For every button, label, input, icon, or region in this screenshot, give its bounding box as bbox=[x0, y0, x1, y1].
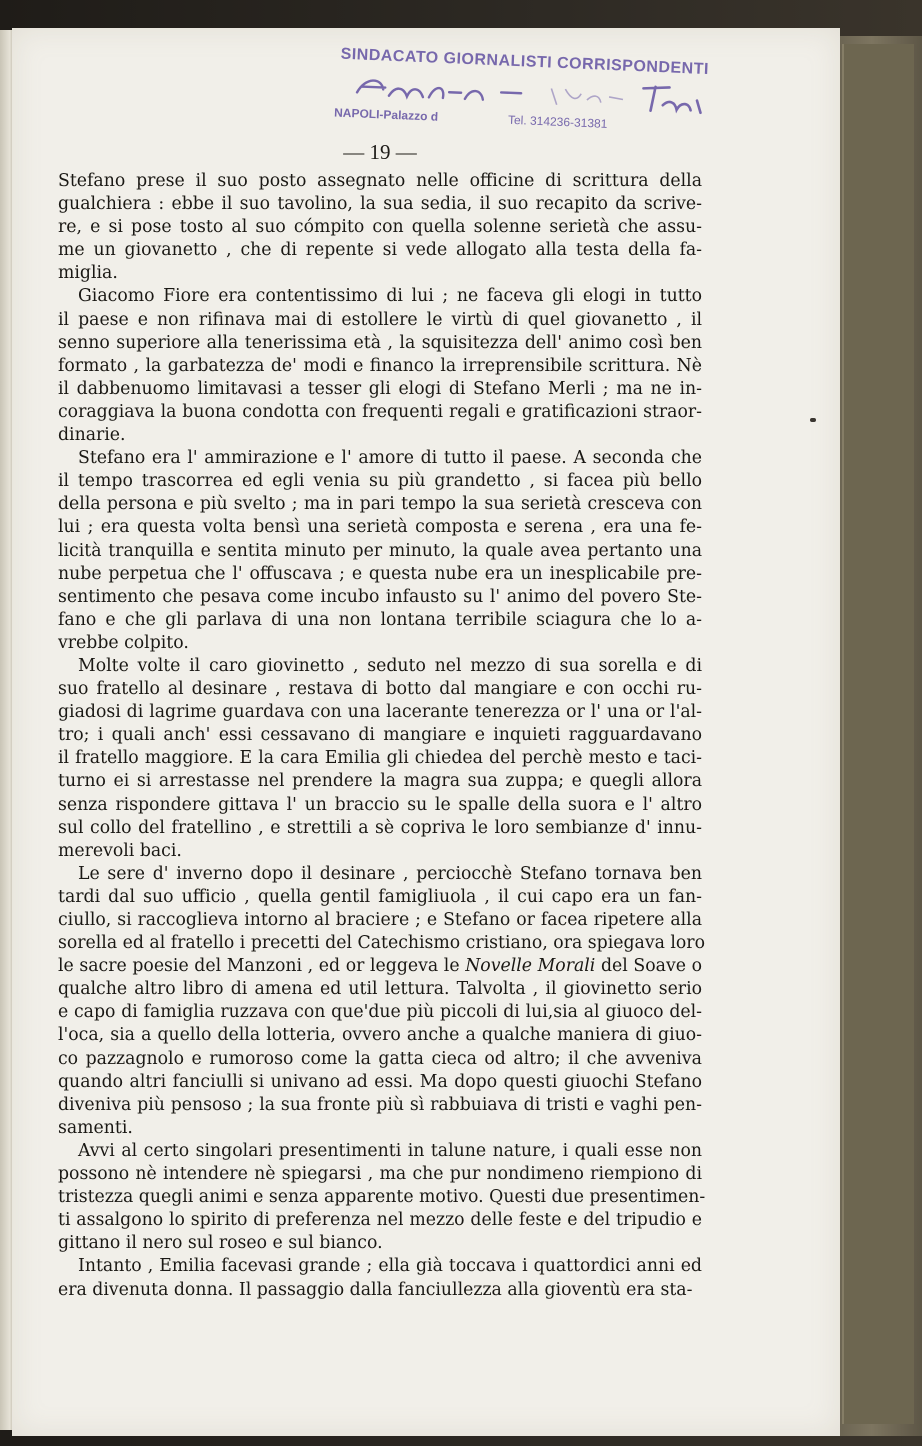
stamp-address: NAPOLI-Palazzo d bbox=[333, 105, 439, 124]
text-line: me un giovanetto , che di repente si vede allogato alla testa della fa- bbox=[58, 240, 702, 261]
text-line: quando altri fanciulli si univano ad essi. Ma dopo questi giuochi Stefano bbox=[58, 1071, 702, 1092]
text-line: della persona e più svelto ; ma in pari tempo la sua serietà cresceva con bbox=[58, 494, 702, 515]
ink-mark bbox=[810, 418, 816, 422]
text-line: possono nè intendere nè spiegarsi , ma che pur nondimeno riempiono di bbox=[58, 1164, 702, 1185]
text-line: licità tranquilla e sentita minuto per minuto, la quale avea pertanto una bbox=[58, 540, 702, 561]
text-line: co pazzagnolo e rumoroso come la gatta cieca od altro; il che avveniva bbox=[58, 1048, 702, 1069]
text-line: vrebbe colpito. bbox=[58, 632, 189, 653]
text-line: gualchiera : ebbe il suo tavolino, la sua sedia, il suo recapito da scrive- bbox=[58, 194, 702, 215]
text-line: Molte volte il caro giovinetto , seduto nel mezzo di sua sorella e di bbox=[78, 655, 702, 676]
text-line: Intanto , Emilia facevasi grande ; ella già toccava i quattordici anni ed bbox=[78, 1256, 702, 1277]
text-line: ti assalgono lo spirito di preferenza nel mezzo delle feste e del tripudio e bbox=[58, 1210, 702, 1231]
text-line: dinarie. bbox=[58, 425, 126, 446]
page-number-text: — 19 — bbox=[343, 140, 417, 164]
text-line: e capo di famiglia ruzzava con que'due più piccoli di lui,sia al giuoco del- bbox=[58, 1002, 702, 1023]
text-line: sul collo del fratellino , e strettili a sè copriva le loro sembianze d' innu- bbox=[58, 817, 702, 838]
text-line: samenti. bbox=[58, 1117, 133, 1138]
text-line: merevoli baci. bbox=[58, 840, 182, 861]
text-line: il paese e non rifinava mai di estollere le virtù di quel giovanetto , il bbox=[58, 309, 702, 330]
text-line: re, e si pose tosto al suo cómpito con quella solenne serietà che assu- bbox=[58, 217, 702, 238]
text-line: turno ei si arrestasse nel prendere la magra sua zuppa; e quegli allora bbox=[58, 771, 702, 792]
book-title-italic: Novelle Morali bbox=[465, 956, 596, 977]
text-line: coraggiava la buona condotta con frequenti regali e gratificazioni straor- bbox=[58, 401, 702, 422]
text-line: nube perpetua che l' offuscava ; e questa nube era un inesplicabile pre- bbox=[58, 563, 702, 584]
text-line: era divenuta donna. Il passaggio dalla fanciullezza alla gioventù era sta- bbox=[58, 1279, 693, 1300]
text-line: Giacomo Fiore era contentissimo di lui ; ne faceva gli elogi in tutto bbox=[78, 286, 702, 307]
text-line: diveniva più pensoso ; la sua fronte più sì rabbuiava di tristi e vaghi pen- bbox=[58, 1094, 702, 1115]
text-line: sentimento che pesava come incubo infausto su l' animo del povero Ste- bbox=[58, 586, 702, 607]
text-line: il dabbenuomo limitavasi a tesser gli elogi di Stefano Merli ; ma ne in- bbox=[58, 378, 702, 399]
text-line: l'oca, sia a quello della lotteria, ovvero anche a qualche maniera di giuo- bbox=[58, 1025, 702, 1046]
text-line: tristezza quegli animi e senza apparente motivo. Questi due presentimen- bbox=[58, 1187, 706, 1208]
page-number bbox=[0, 140, 922, 165]
text-line: il fratello maggiore. E la cara Emilia gli chiedea del perchè mesto e taci- bbox=[58, 748, 702, 769]
text-line: fano e che gli parlava di una non lontana terribile sciagura che lo a- bbox=[58, 609, 702, 630]
text-line: ciullo, si raccoglieva intorno al braciere ; e Stefano or facea ripetere alla bbox=[58, 910, 702, 930]
text-line: Le sere d' inverno dopo il desinare , perciocchè Stefano tornava ben bbox=[78, 863, 702, 884]
text-line: giadosi di lagrime guardava con una lacerante tenerezza or l' una or l'al- bbox=[58, 702, 702, 723]
text-line: il tempo trascorrea ed egli venia su più grandetto , si facea più bello bbox=[58, 471, 702, 492]
text-line: senno superiore alla tenerissima età , la squisitezza dell' animo così ben bbox=[58, 332, 702, 353]
text-line: lui ; era questa volta bensì una serietà composta e serena , era una fe- bbox=[58, 517, 702, 538]
text-line: formato , la garbatezza de' modi e financo la irreprensibile scrittura. Nè bbox=[58, 355, 702, 376]
text-line: gittano il nero sul roseo e sul bianco. bbox=[58, 1233, 383, 1254]
text-line: Stefano prese il suo posto assegnato nelle officine di scrittura della bbox=[58, 171, 702, 191]
text-line: senza rispondere gittava l' un braccio su le spalle della suora e l' altro bbox=[58, 794, 702, 815]
text-line: Stefano era l' ammirazione e l' amore di tutto il paese. A seconda che bbox=[78, 448, 702, 469]
text-line: Avvi al certo singolari presentimenti in talune nature, i quali esse non bbox=[78, 1140, 702, 1161]
text-line: suo fratello al desinare , restava di botto dal mangiare e con occhi ru- bbox=[58, 679, 702, 700]
text-line: sorella ed al fratello i precetti del Catechismo cristiano, ora spiegava loro bbox=[58, 933, 705, 954]
text-line: tro; i quali anch' essi cessavano di mangiare e inquieti ragguardavano bbox=[58, 725, 702, 746]
body-text bbox=[58, 170, 706, 1302]
stamp-line1: SINDACATO GIORNALISTI CORRISPONDENTI bbox=[340, 45, 710, 79]
text-line: miglia. bbox=[58, 263, 118, 284]
text-line: le sacre poesie del Manzoni , ed or leggeva le Novelle Morali del Soave o bbox=[58, 956, 702, 977]
text-line: tardi dal suo ufficio , quella gentil famigliuola , il cui capo era un fan- bbox=[58, 886, 702, 907]
stamp-telephone: Tel. 314236-31381 bbox=[507, 112, 608, 131]
text-line: qualche altro libro di amena ed util lettura. Talvolta , il giovinetto serio bbox=[58, 979, 702, 1000]
book-cover-inner bbox=[842, 44, 914, 1424]
